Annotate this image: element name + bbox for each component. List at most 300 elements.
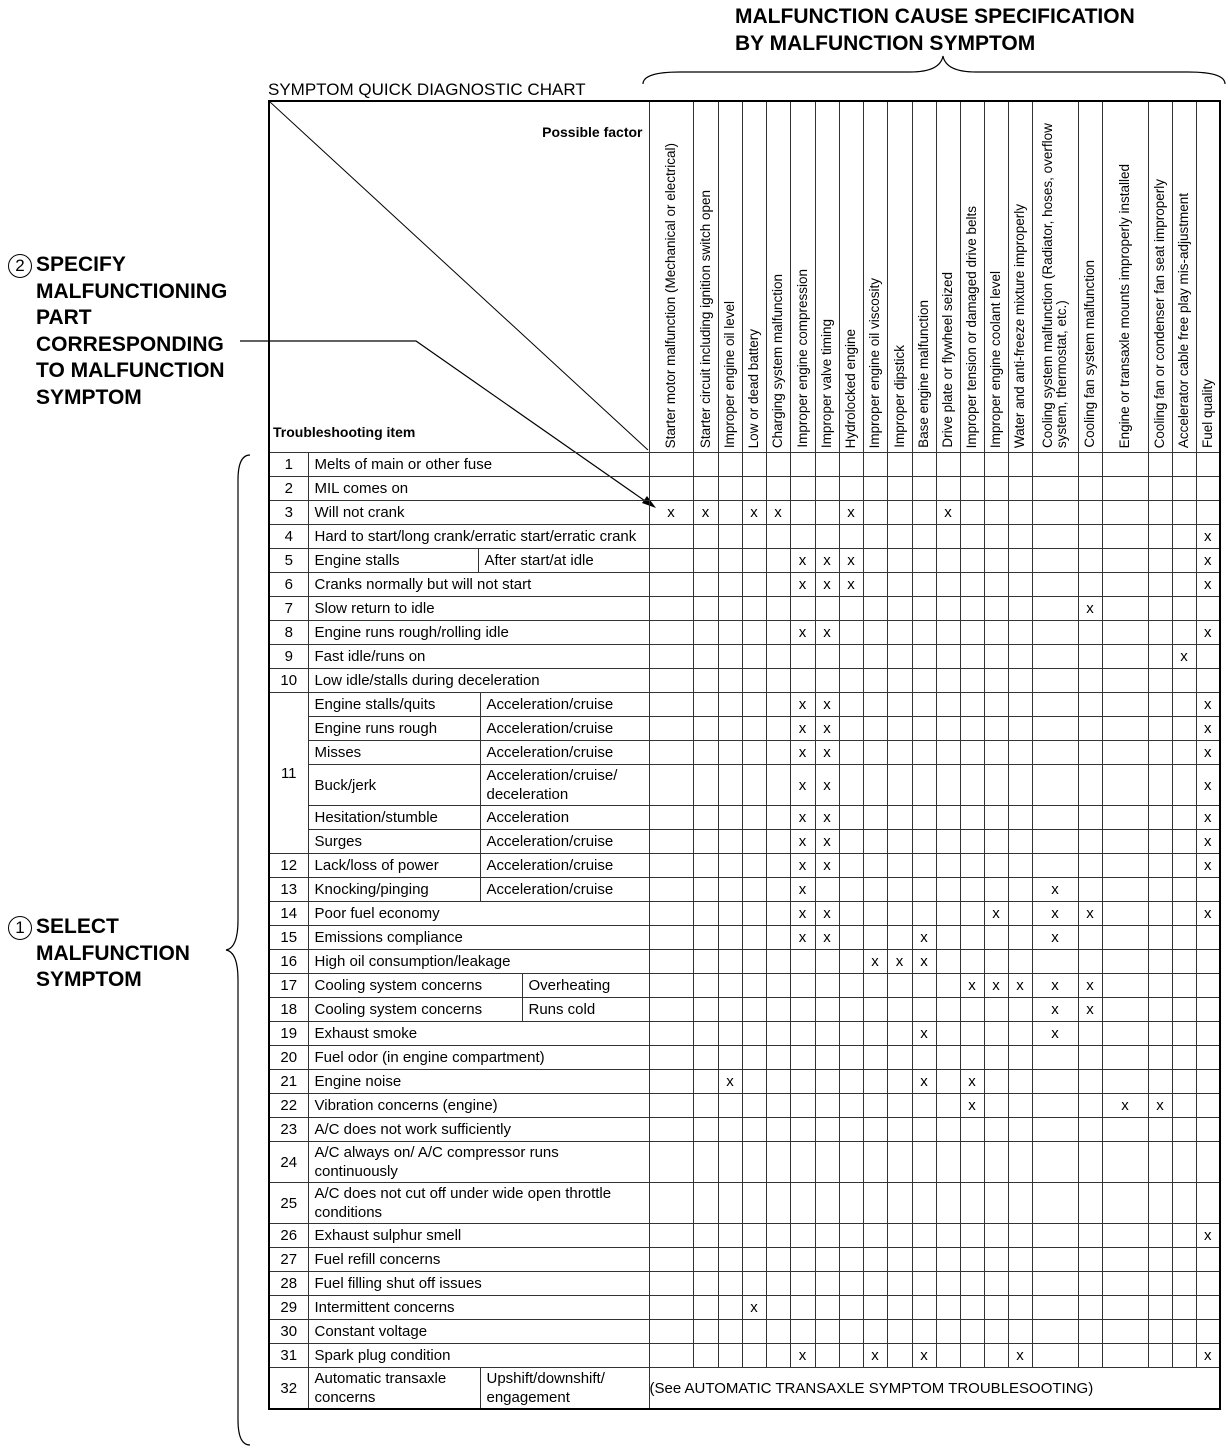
factor-header: [790, 101, 815, 453]
condition-label: Acceleration/cruise: [480, 830, 649, 853]
factor-cell: [1148, 878, 1172, 902]
factor-cell: [1172, 669, 1196, 693]
factor-cell: [649, 621, 693, 645]
factor-cell: [863, 878, 887, 902]
x-mark: x: [863, 1344, 887, 1368]
factor-cell: [936, 669, 960, 693]
row-number: 15: [269, 926, 308, 950]
factor-cell: [863, 998, 887, 1022]
factor-cell: [936, 1183, 960, 1224]
factor-cell: [984, 1320, 1008, 1344]
factor-cell: [1172, 717, 1196, 741]
factor-cell: [742, 741, 766, 765]
factor-cell: [815, 1142, 839, 1183]
factor-cell: [1196, 878, 1220, 902]
factor-cell: [1102, 854, 1148, 878]
factor-cell: [912, 830, 936, 854]
factor-cell: [1078, 1183, 1102, 1224]
row-number: 8: [269, 621, 308, 645]
factor-cell: [766, 717, 790, 741]
factor-label: Starter circuit including ignition switch open: [697, 189, 713, 448]
factor-cell: [984, 1022, 1008, 1046]
factor-cell: [1032, 830, 1078, 854]
factor-cell: [984, 950, 1008, 974]
factor-label: Improper valve timing: [819, 318, 834, 448]
x-mark: x: [815, 741, 839, 765]
symptom: [309, 501, 649, 524]
factor-cell: [1172, 477, 1196, 501]
factor-cell: [1008, 854, 1032, 878]
factor-cell: [1196, 1118, 1220, 1142]
table-row: [269, 1118, 1220, 1142]
symptom-label: A/C does not cut off under wide open throttle conditions: [314, 1185, 612, 1221]
factor-cell: [1148, 525, 1172, 549]
factor-cell: [887, 525, 912, 549]
symptom-cell: [308, 1368, 649, 1410]
factor-cell: [1196, 974, 1220, 998]
factor-cell: [1172, 806, 1196, 830]
factor-cell: [1172, 765, 1196, 806]
condition-label: Acceleration/cruise: [480, 717, 649, 740]
table-row: [269, 854, 1220, 878]
factor-cell: [1078, 645, 1102, 669]
table-row: [269, 669, 1220, 693]
factor-cell: [887, 854, 912, 878]
factor-cell: [1032, 806, 1078, 830]
factor-cell: [815, 645, 839, 669]
factor-cell: [839, 717, 863, 741]
factor-cell: [984, 1296, 1008, 1320]
factor-cell: [1008, 878, 1032, 902]
factor-cell: [1008, 453, 1032, 477]
symptom-cell: [308, 669, 649, 693]
factor-cell: [1008, 1224, 1032, 1248]
annotation-line: SYMPTOM: [36, 968, 142, 991]
factor-cell: [960, 1183, 984, 1224]
table-row: [269, 717, 1220, 741]
factor-cell: [790, 1248, 815, 1272]
x-mark: x: [790, 806, 815, 830]
symptom: [309, 1224, 649, 1247]
factor-cell: [1078, 453, 1102, 477]
factor-cell: [1008, 549, 1032, 573]
factor-header: [649, 101, 693, 453]
symptom: [309, 1022, 649, 1045]
factor-cell: [649, 741, 693, 765]
factor-cell: [649, 1046, 693, 1070]
factor-cell: [718, 549, 742, 573]
factor-cell: [693, 525, 718, 549]
factor-cell: [863, 597, 887, 621]
factor-cell: [718, 1248, 742, 1272]
factor-cell: [742, 1142, 766, 1183]
condition-label: Upshift/downshift/ engagement: [480, 1368, 649, 1408]
x-mark: x: [815, 926, 839, 950]
annotation-line: CORRESPONDING: [36, 332, 224, 356]
factor-cell: [1078, 1344, 1102, 1368]
factor-cell: [815, 501, 839, 525]
factor-cell: [863, 926, 887, 950]
see-note-cell: (See AUTOMATIC TRANSAXLE SYMPTOM TROUBLESOOTING): [649, 1368, 1220, 1410]
row-number: 22: [269, 1094, 308, 1118]
x-mark: x: [815, 902, 839, 926]
factor-cell: [815, 1320, 839, 1344]
factor-cell: [1032, 549, 1078, 573]
factor-cell: [912, 669, 936, 693]
x-mark: x: [790, 878, 815, 902]
factor-cell: [1102, 669, 1148, 693]
symptom-cell: [308, 573, 649, 597]
condition-label: Acceleration/cruise: [480, 741, 649, 764]
chart-title: SYMPTOM QUICK DIAGNOSTIC CHART: [268, 80, 586, 99]
factor-cell: [1078, 1248, 1102, 1272]
factor-cell: [863, 806, 887, 830]
factor-cell: [649, 878, 693, 902]
factor-cell: [936, 1344, 960, 1368]
factor-cell: [1196, 1248, 1220, 1272]
symptom-label: Fast idle/runs on: [314, 648, 426, 665]
factor-cell: [1172, 950, 1196, 974]
factor-cell: [936, 453, 960, 477]
row-number: 18: [269, 998, 308, 1022]
condition-label: Acceleration/cruise/ deceleration: [480, 765, 649, 805]
row-number: 10: [269, 669, 308, 693]
symptom-cell: [308, 902, 649, 926]
factor-cell: [1148, 1224, 1172, 1248]
row-number: 7: [269, 597, 308, 621]
factor-cell: [1102, 830, 1148, 854]
factor-cell: [718, 1022, 742, 1046]
factor-cell: [1078, 1022, 1102, 1046]
factor-cell: [790, 1183, 815, 1224]
row-number: 24: [269, 1142, 308, 1183]
factor-cell: [936, 477, 960, 501]
x-mark: x: [1196, 830, 1220, 854]
factor-cell: [1102, 902, 1148, 926]
factor-cell: [1148, 854, 1172, 878]
factor-cell: [912, 573, 936, 597]
factor-cell: [718, 878, 742, 902]
factor-cell: [960, 926, 984, 950]
row-number: 12: [269, 854, 308, 878]
x-mark: x: [984, 902, 1008, 926]
factor-cell: [1078, 501, 1102, 525]
x-mark: x: [790, 741, 815, 765]
factor-cell: [936, 1094, 960, 1118]
factor-cell: [863, 854, 887, 878]
annotation-line: SYMPTOM: [36, 385, 142, 409]
factor-cell: [766, 1320, 790, 1344]
factor-cell: [863, 830, 887, 854]
factor-cell: [863, 549, 887, 573]
factor-cell: [887, 741, 912, 765]
factor-cell: [649, 573, 693, 597]
factor-cell: [863, 1296, 887, 1320]
symptom-cell: [308, 830, 649, 854]
factor-cell: [1078, 549, 1102, 573]
factor-cell: [1102, 765, 1148, 806]
factor-cell: [815, 998, 839, 1022]
factor-cell: [863, 1272, 887, 1296]
annotation-line: MALFUNCTIONING: [36, 279, 228, 303]
factor-cell: [863, 1320, 887, 1344]
factor-cell: [790, 525, 815, 549]
symptom-cell: [308, 878, 649, 902]
annotation-line: SPECIFY: [36, 253, 126, 276]
factor-cell: [649, 1094, 693, 1118]
factor-cell: [1196, 645, 1220, 669]
factor-cell: [649, 1224, 693, 1248]
factor-cell: [1148, 1118, 1172, 1142]
condition-label: Acceleration: [480, 806, 649, 829]
factor-cell: [863, 453, 887, 477]
factor-cell: [839, 741, 863, 765]
symptom-cell: [308, 1224, 649, 1248]
factor-cell: [1148, 453, 1172, 477]
x-mark: x: [790, 693, 815, 717]
factor-cell: [815, 1070, 839, 1094]
factor-cell: [693, 741, 718, 765]
factor-cell: [984, 501, 1008, 525]
table-row: [269, 525, 1220, 549]
factor-cell: [912, 1046, 936, 1070]
factor-cell: [693, 453, 718, 477]
factor-label: Starter motor malfunction (Mechanical or electrical): [663, 142, 678, 448]
factor-header: [1172, 101, 1196, 453]
table-row: [269, 645, 1220, 669]
x-mark: x: [1078, 998, 1102, 1022]
symptom-cell: [308, 950, 649, 974]
factor-cell: [742, 1248, 766, 1272]
factor-cell: [863, 1094, 887, 1118]
factor-cell: [815, 1224, 839, 1248]
factor-cell: [839, 1224, 863, 1248]
x-mark: x: [1008, 1344, 1032, 1368]
table-row: [269, 1022, 1220, 1046]
factor-cell: [718, 501, 742, 525]
factor-cell: [815, 1046, 839, 1070]
factor-cell: [1032, 621, 1078, 645]
factor-cell: [790, 477, 815, 501]
factor-cell: [984, 453, 1008, 477]
x-mark: x: [936, 501, 960, 525]
factor-cell: [815, 1183, 839, 1224]
factor-cell: [839, 806, 863, 830]
corner-cell: [270, 102, 649, 452]
factor-label: Drive plate or flywheel seized: [940, 272, 955, 448]
factor-cell: [863, 525, 887, 549]
factor-cell: [1032, 453, 1078, 477]
x-mark: x: [815, 621, 839, 645]
x-mark: x: [984, 974, 1008, 998]
factor-cell: [863, 669, 887, 693]
x-mark: x: [693, 501, 718, 525]
factor-cell: [766, 669, 790, 693]
row-number: 25: [269, 1183, 308, 1224]
symptom: [309, 453, 649, 476]
x-mark: x: [1196, 621, 1220, 645]
factor-cell: [1078, 854, 1102, 878]
factor-cell: [742, 621, 766, 645]
symptom-label: A/C does not work sufficiently: [314, 1121, 511, 1138]
factor-header: [815, 101, 839, 453]
factor-cell: [1008, 1296, 1032, 1320]
factor-cell: [766, 573, 790, 597]
x-mark: x: [815, 549, 839, 573]
table-row: [269, 830, 1220, 854]
factor-cell: [960, 950, 984, 974]
factor-cell: [1172, 549, 1196, 573]
factor-cell: [693, 1094, 718, 1118]
row-number: 2: [269, 477, 308, 501]
factor-cell: [693, 1296, 718, 1320]
table-row: [269, 549, 1220, 573]
condition-label: Acceleration/cruise: [480, 854, 649, 877]
factor-cell: [1032, 597, 1078, 621]
symptom: [309, 765, 649, 805]
factor-cell: [649, 765, 693, 806]
factor-cell: [790, 645, 815, 669]
symptom-cell: [308, 1248, 649, 1272]
x-mark: x: [1196, 1344, 1220, 1368]
table-row: [269, 902, 1220, 926]
symptom: [309, 741, 649, 764]
factor-cell: [960, 1296, 984, 1320]
x-mark: x: [839, 549, 863, 573]
factor-cell: [815, 974, 839, 998]
factor-cell: [936, 926, 960, 950]
factor-cell: [742, 645, 766, 669]
factor-cell: [936, 1022, 960, 1046]
factor-cell: [766, 974, 790, 998]
factor-cell: [790, 1070, 815, 1094]
row-number: 16: [269, 950, 308, 974]
row-number: 32: [269, 1368, 308, 1410]
factor-cell: [960, 597, 984, 621]
factor-cell: [1032, 693, 1078, 717]
factor-cell: [936, 573, 960, 597]
factor-cell: [1148, 1296, 1172, 1320]
symptom: [309, 1272, 649, 1295]
factor-cell: [790, 597, 815, 621]
factor-cell: [984, 1046, 1008, 1070]
factor-cell: [649, 597, 693, 621]
factor-cell: [1008, 926, 1032, 950]
symptom-label: Fuel odor (in engine compartment): [314, 1049, 545, 1066]
factor-cell: [936, 1118, 960, 1142]
factor-cell: [1008, 1320, 1032, 1344]
x-mark: x: [790, 926, 815, 950]
x-mark: x: [815, 693, 839, 717]
x-mark: x: [1032, 902, 1078, 926]
factor-cell: [742, 878, 766, 902]
factor-cell: [649, 1118, 693, 1142]
factor-cell: [1008, 741, 1032, 765]
factor-cell: [790, 1272, 815, 1296]
factor-cell: [863, 1248, 887, 1272]
factor-cell: [863, 717, 887, 741]
factor-label: Base engine malfunction: [916, 300, 931, 448]
factor-cell: [1172, 1344, 1196, 1368]
factor-cell: [1078, 693, 1102, 717]
factor-cell: [1032, 1224, 1078, 1248]
table-row: [269, 477, 1220, 501]
factor-cell: [912, 1183, 936, 1224]
factor-header: [1196, 101, 1220, 453]
symptom-cell: [308, 926, 649, 950]
factor-cell: [1148, 1344, 1172, 1368]
symptom-label: High oil consumption/leakage: [314, 953, 511, 970]
condition-label: Overheating: [522, 974, 649, 997]
factor-cell: [839, 597, 863, 621]
row-number: 20: [269, 1046, 308, 1070]
symptom-cell: [308, 974, 649, 998]
factor-cell: [742, 1022, 766, 1046]
factor-cell: [1078, 765, 1102, 806]
x-mark: x: [718, 1070, 742, 1094]
factor-cell: [766, 998, 790, 1022]
factor-cell: [693, 926, 718, 950]
symptom-cell: [308, 549, 649, 573]
factor-cell: [766, 453, 790, 477]
factor-cell: [649, 806, 693, 830]
x-mark: x: [1148, 1094, 1172, 1118]
factor-cell: [649, 1248, 693, 1272]
factor-cell: [984, 741, 1008, 765]
symptom: [309, 998, 649, 1021]
factor-cell: [693, 854, 718, 878]
factor-cell: [649, 669, 693, 693]
factor-cell: [1172, 974, 1196, 998]
symptom: [309, 597, 649, 620]
factor-header: [1102, 101, 1148, 453]
factor-cell: [718, 1118, 742, 1142]
factor-cell: [1102, 974, 1148, 998]
factor-cell: [960, 1320, 984, 1344]
factor-cell: [887, 878, 912, 902]
symptom-label: MIL comes on: [314, 480, 409, 497]
x-mark: x: [912, 1022, 936, 1046]
factor-cell: [960, 1022, 984, 1046]
factor-cell: [839, 830, 863, 854]
factor-cell: [790, 974, 815, 998]
factor-cell: [766, 621, 790, 645]
factor-cell: [1008, 830, 1032, 854]
factor-cell: [1102, 1118, 1148, 1142]
factor-cell: [742, 477, 766, 501]
factor-cell: [1008, 1094, 1032, 1118]
x-mark: x: [1196, 741, 1220, 765]
factor-cell: [960, 1118, 984, 1142]
factor-cell: [649, 645, 693, 669]
factor-cell: [1078, 950, 1102, 974]
table-row: [269, 1094, 1220, 1118]
factor-cell: [766, 477, 790, 501]
factor-cell: [936, 1248, 960, 1272]
factor-cell: [936, 1224, 960, 1248]
symptom: [309, 854, 649, 877]
factor-label: Improper engine compression: [794, 269, 810, 448]
factor-cell: [742, 765, 766, 806]
factor-cell: [984, 1118, 1008, 1142]
factor-cell: [1102, 693, 1148, 717]
factor-cell: [984, 1142, 1008, 1183]
symptom-label: Low idle/stalls during deceleration: [314, 672, 540, 689]
factor-cell: [742, 1320, 766, 1344]
factor-cell: [863, 1224, 887, 1248]
factor-cell: [766, 950, 790, 974]
symptom-cell: [308, 645, 649, 669]
